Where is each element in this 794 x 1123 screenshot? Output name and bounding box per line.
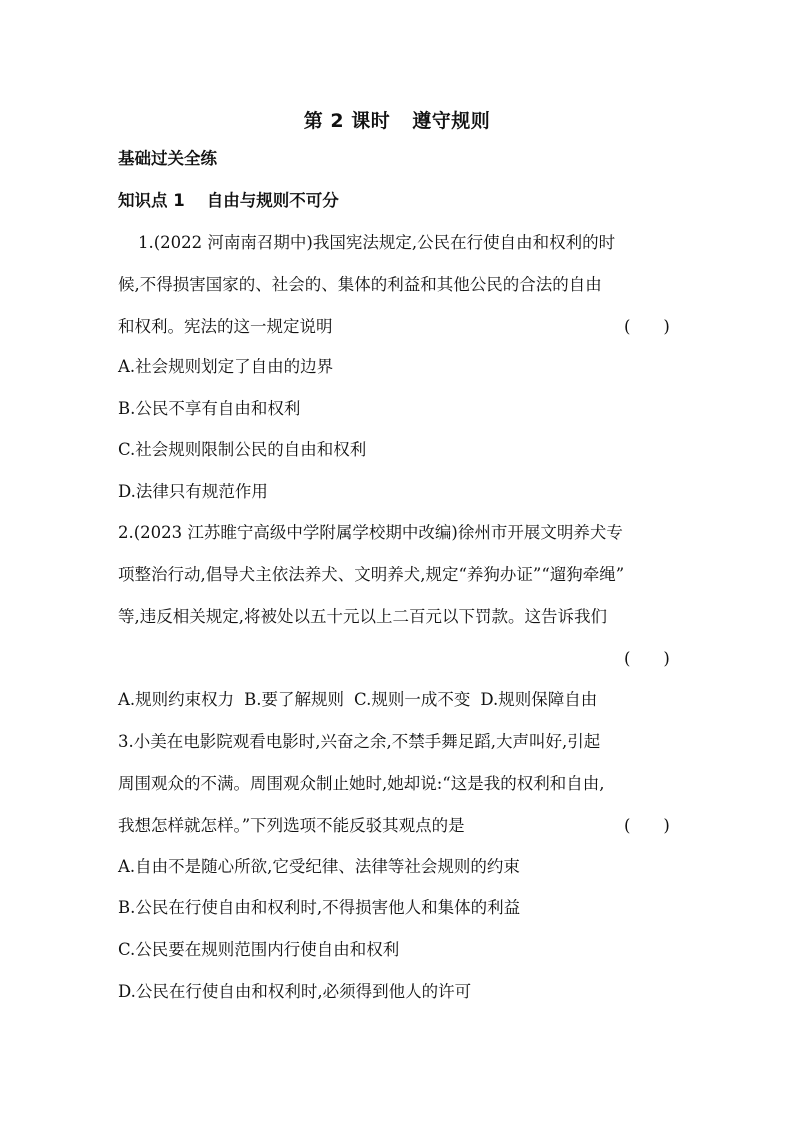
question-1-answer-blank[interactable]: ( ) (624, 317, 670, 336)
question-3-option-d[interactable]: D.公民在行使自由和权利时,必须得到他人的许可 (118, 982, 472, 1001)
question-3-stem-line-1: 3.小美在电影院观看电影时,兴奋之余,不禁手舞足蹈,大声叫好,引起 (118, 732, 601, 751)
question-2-option-a[interactable]: A.规则约束权力 (118, 690, 235, 709)
question-2-stem-line-2: 项整治行动,倡导犬主依法养犬、文明养犬,规定“养狗办证”“遛狗牵绳” (118, 565, 625, 584)
question-2-option-c[interactable]: C.规则一成不变 (354, 690, 471, 709)
question-2-option-b[interactable]: B.要了解规则 (244, 690, 345, 709)
lesson-label: 第 2 课时 (303, 110, 391, 132)
question-3-stem-line-3: 我想怎样就怎样。”下列选项不能反驳其观点的是 (118, 816, 465, 835)
question-1-stem-line-3: 和权利。宪法的这一规定说明 (118, 317, 333, 336)
lesson-topic: 遵守规则 (412, 110, 491, 132)
question-2-option-d[interactable]: D.规则保障自由 (480, 690, 598, 709)
section-title: 基础过关全练 (118, 149, 217, 168)
question-3-answer-blank[interactable]: ( ) (624, 816, 670, 835)
question-1-stem-line-1: 1.(2022 河南南召期中)我国宪法规定,公民在行使自由和权利的时 (138, 233, 616, 252)
question-2-stem-line-3: 等,违反相关规定,将被处以五十元以上二百元以下罚款。这告诉我们 (118, 607, 607, 626)
question-2-options-row (118, 689, 678, 711)
question-3-option-b[interactable]: B.公民在行使自由和权利时,不得损害他人和集体的利益 (118, 898, 521, 917)
question-1-option-b[interactable]: B.公民不享有自由和权利 (118, 399, 301, 418)
question-1-option-d[interactable]: D.法律只有规范作用 (118, 482, 268, 501)
page-title (0, 106, 794, 133)
question-1-stem-line-2: 候,不得损害国家的、社会的、集体的利益和其他公民的合法的自由 (118, 275, 602, 294)
question-3-stem-line-2: 周围观众的不满。周围观众制止她时,她却说:“这是我的权利和自由, (118, 774, 605, 793)
knowledge-point-name: 自由与规则不可分 (206, 191, 339, 210)
question-1-option-a[interactable]: A.社会规则划定了自由的边界 (118, 357, 334, 376)
knowledge-point-heading (118, 190, 678, 212)
question-2-stem-line-1: 2.(2023 江苏睢宁高级中学附属学校期中改编)徐州市开展文明养犬专 (118, 523, 623, 542)
question-3-option-c[interactable]: C.公民要在规则范围内行使自由和权利 (118, 940, 400, 959)
question-3-option-a[interactable]: A.自由不是随心所欲,它受纪律、法律等社会规则的约束 (118, 857, 520, 876)
question-1-option-c[interactable]: C.社会规则限制公民的自由和权利 (118, 440, 367, 459)
question-2-answer-blank[interactable]: ( ) (624, 649, 670, 668)
knowledge-point-label: 知识点 1 (118, 191, 185, 210)
